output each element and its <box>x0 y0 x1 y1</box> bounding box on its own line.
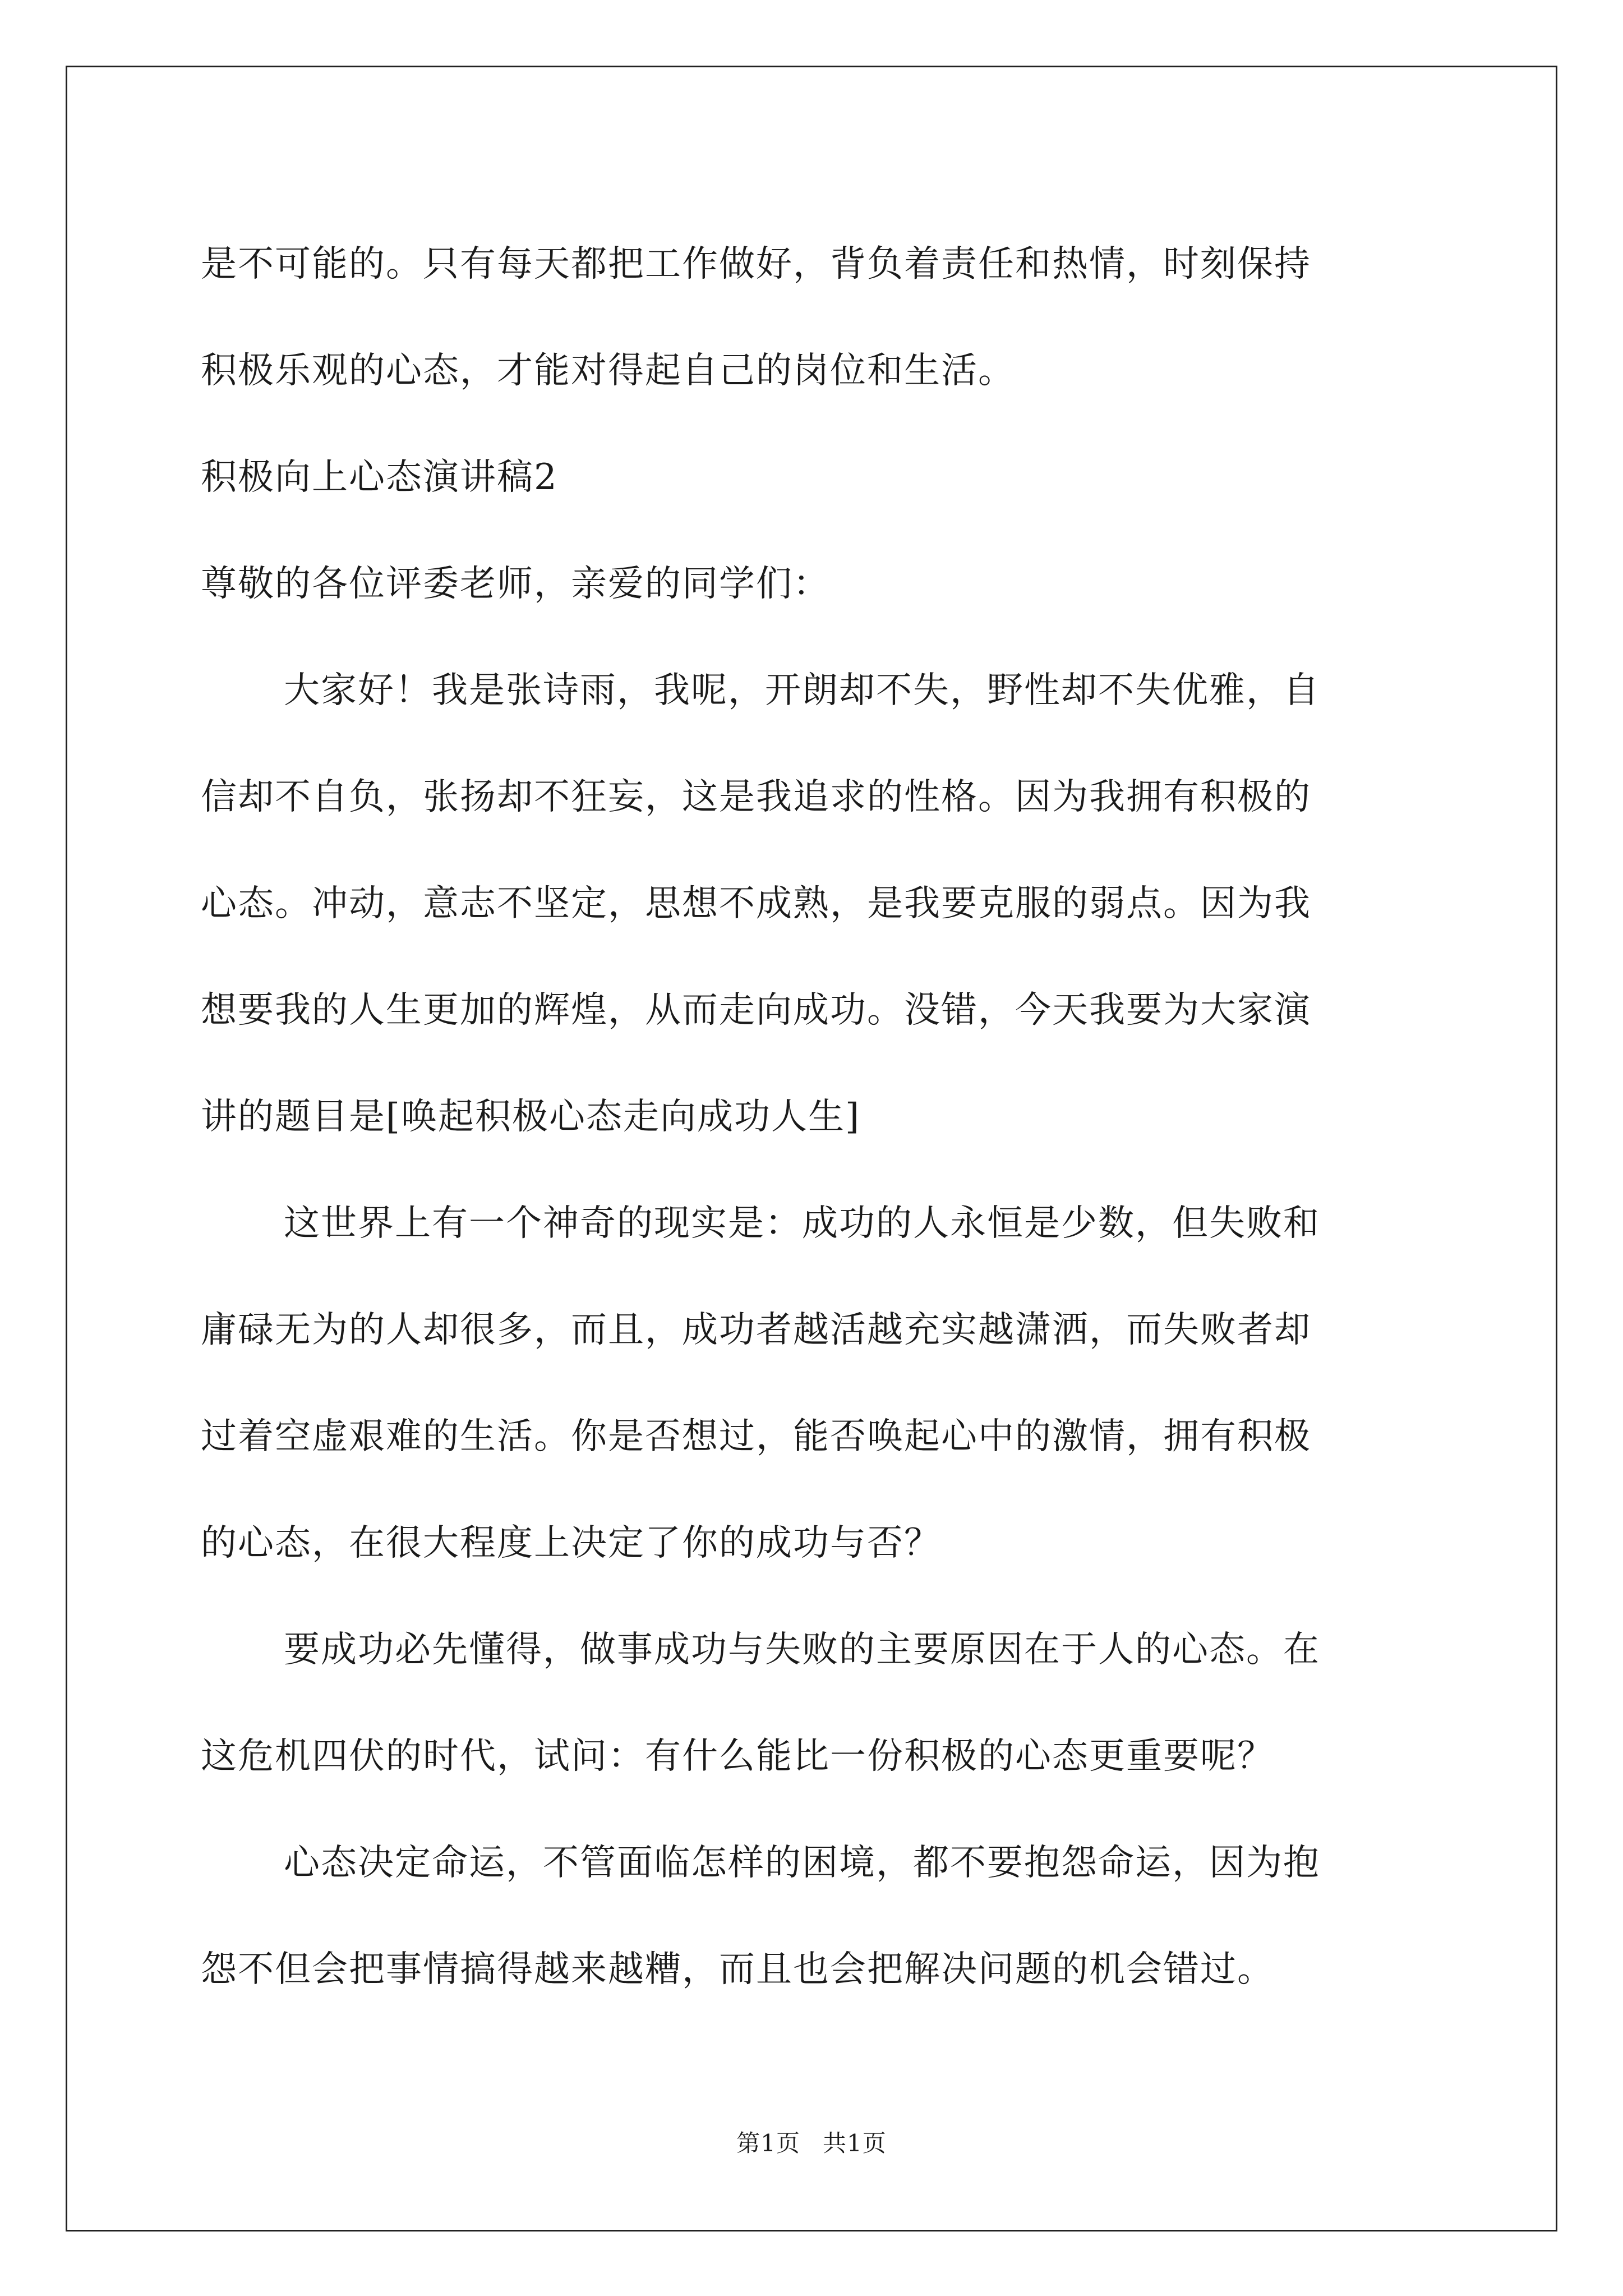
page-footer <box>0 2125 1623 2159</box>
text-line: 信却不自负，张扬却不狂妄，这是我追求的性格。因为我拥有积极的 <box>201 776 1311 818</box>
text-line: 讲的题目是[唤起积极心态走向成功人生] <box>201 1096 860 1138</box>
text-line: 心态。冲动，意志不坚定，思想不成熟，是我要克服的弱点。因为我 <box>201 883 1311 924</box>
text-line: 大家好！我是张诗雨，我呢，开朗却不失，野性却不失优雅，自 <box>284 670 1320 711</box>
text-line: 这危机四伏的时代，试问：有什么能比一份积极的心态更重要呢？ <box>201 1736 1274 1777</box>
text-line: 想要我的人生更加的辉煌，从而走向成功。没错，今天我要为大家演 <box>201 990 1311 1031</box>
text-line: 积极乐观的心态，才能对得起自己的岗位和生活。 <box>201 350 1015 392</box>
page-number: 第1页 <box>736 2129 800 2157</box>
page-total: 共1页 <box>823 2129 887 2157</box>
section-heading: 积极向上心态演讲稿2 <box>201 457 558 498</box>
document-body <box>201 211 1435 2023</box>
text-line: 心态决定命运，不管面临怎样的困境，都不要抱怨命运，因为抱 <box>284 1842 1320 1884</box>
text-line: 是不可能的。只有每天都把工作做好，背负着责任和热情，时刻保持 <box>201 243 1311 285</box>
salutation: 尊敬的各位评委老师，亲爱的同学们： <box>201 563 830 605</box>
text-line: 怨不但会把事情搞得越来越糟，而且也会把解决问题的机会错过。 <box>201 1949 1274 1990</box>
text-line: 过着空虚艰难的生活。你是否想过，能否唤起心中的激情，拥有积极 <box>201 1416 1311 1457</box>
text-line: 庸碌无为的人却很多，而且，成功者越活越充实越潇洒，而失败者却 <box>201 1309 1311 1351</box>
text-block <box>201 211 1435 2023</box>
text-line: 的心态，在很大程度上决定了你的成功与否？ <box>201 1522 941 1564</box>
text-line: 要成功必先懂得，做事成功与失败的主要原因在于人的心态。在 <box>284 1629 1320 1671</box>
text-line: 这世界上有一个神奇的现实是：成功的人永恒是少数，但失败和 <box>284 1203 1320 1244</box>
